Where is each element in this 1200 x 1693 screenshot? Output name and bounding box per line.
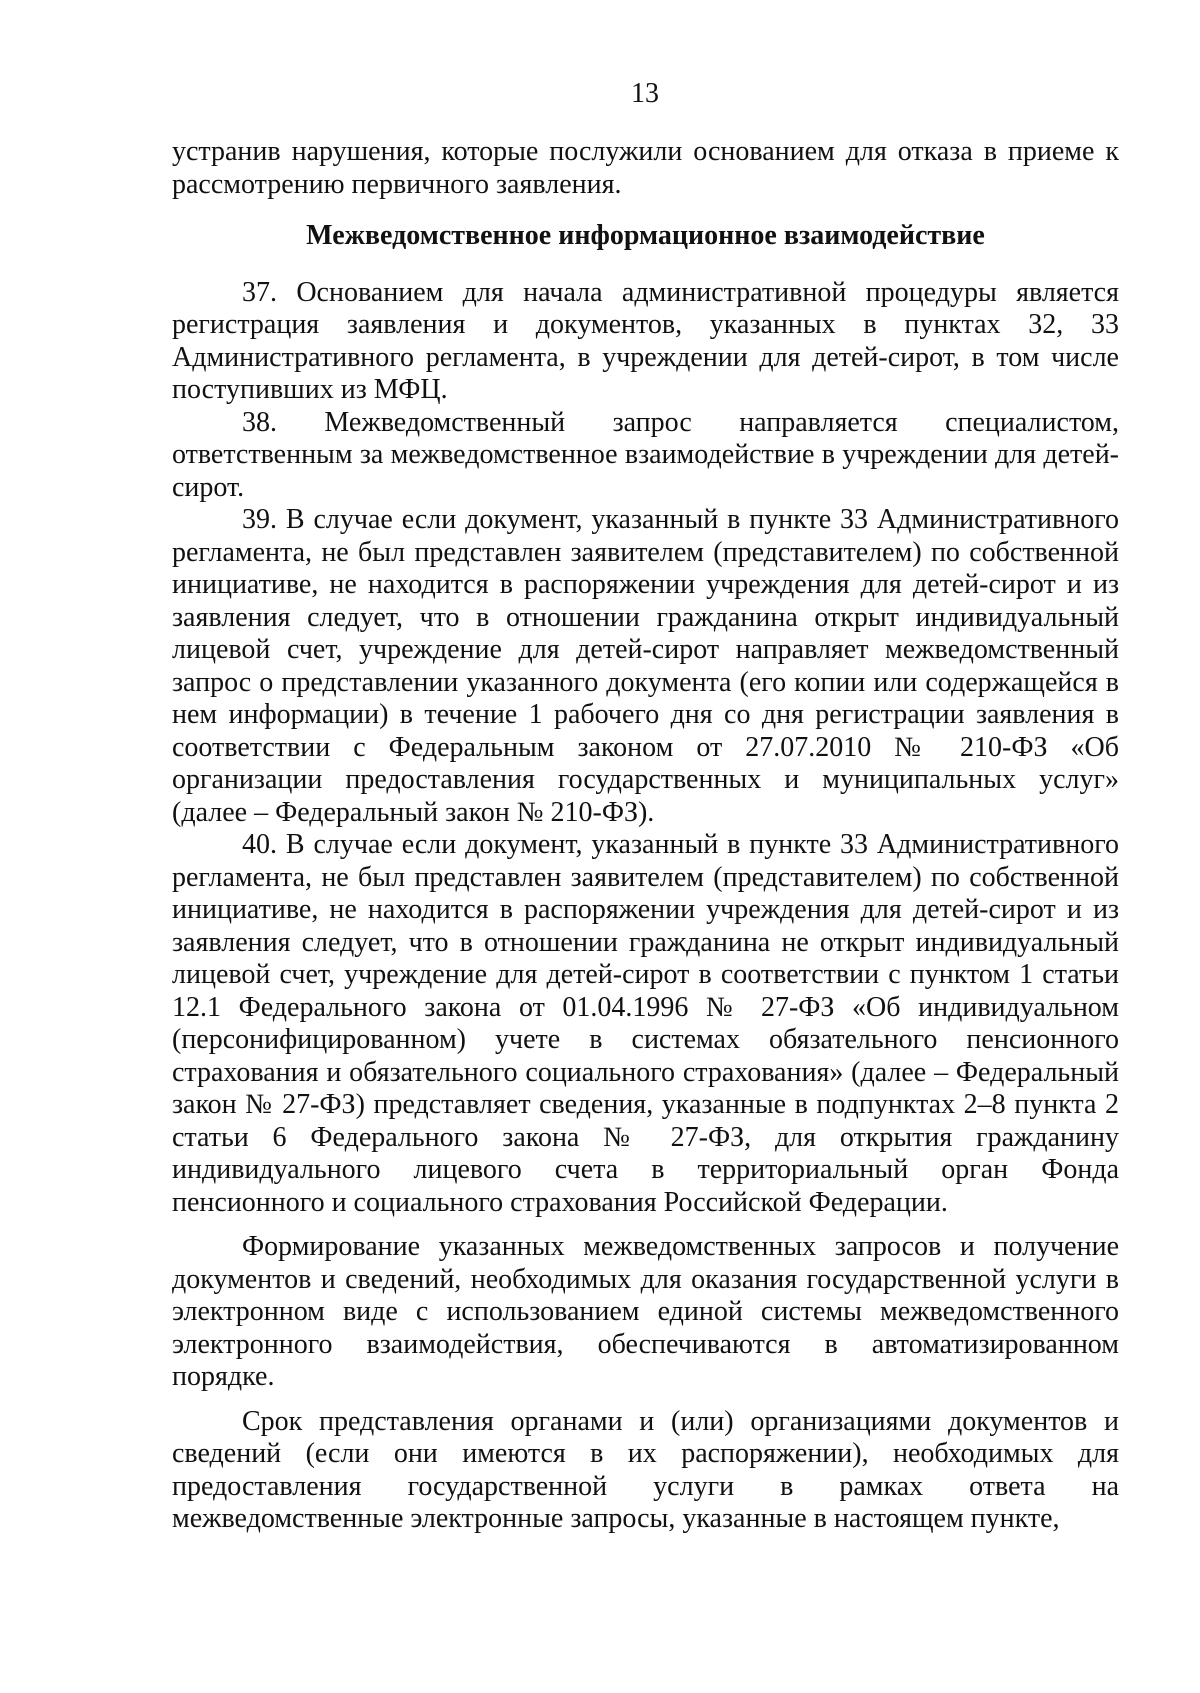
section-heading: Межведомственное информационное взаимодействие [306, 220, 985, 251]
paragraph-38: 38. Межведомственный запрос направляется специалистом, ответственным за межведомственное взаимодействие в учреждении для детей-сирот. [172, 406, 1119, 503]
paragraph-deadline: Срок представления органами и (или) организациями документов и сведений (если они имеются в их распоряжении), необходимых для предоставления государственной услуги в рамках ответа на межведомственные электронные запросы, указанные в настоящем пункте, [172, 1405, 1119, 1534]
paragraph-formation: Формирование указанных межведомственных запросов и получение документов и сведений, необходимых для оказания государственной услуги в электронном виде с использованием единой системы межведомственного электронного взаимодействия, обеспечиваются в автоматизированном порядке. [172, 1231, 1119, 1392]
paragraph-39: 39. В случае если документ, указанный в пункте 33 Административного регламента, не был представлен заявителем (представителем) по собственной инициативе, не находится в распоряжении учреждения для детей-сирот и из заявления следует, что в отношении гражданина открыт индивидуальный лицевой счет, учреждение для детей-сирот направляет межведомственный запрос о представлении указанного документа (его копии или содержащейся в нем информации) в течение 1 рабочего дня со дня регистрации заявления в соответствии с Федеральным законом от 27.07.2010 № 210-ФЗ «Об организации предоставления государственных и муниципальных услуг» (далее – Федеральный закон № 210-ФЗ). [172, 504, 1119, 828]
page-number: 13 [631, 78, 659, 109]
document-body [172, 136, 1119, 1536]
intro-paragraph: устранив нарушения, которые послужили основанием для отказа в приеме к рассмотрению первичного заявления. [172, 136, 1119, 200]
paragraph-37: 37. Основанием для начала административной процедуры является регистрация заявления и документов, указанных в пунктах 32, 33 Административного регламента, в учреждении для детей-сирот, в том числе поступивших из МФЦ. [172, 276, 1119, 405]
paragraph-40: 40. В случае если документ, указанный в пункте 33 Административного регламента, не был представлен заявителем (представителем) по собственной инициативе, не находится в распоряжении учреждения для детей-сирот и из заявления следует, что в отношении гражданина не открыт индивидуальный лицевой счет, учреждение для детей-сирот в соответствии с пунктом 1 статьи 12.1 Федерального закона от 01.04.1996 № 27-ФЗ «Об индивидуальном (персонифицированном) учете в системах обязательного пенсионного страхования и обязательного социального страхования» (далее – Федеральный закон № 27-ФЗ) представляет сведения, указанные в подпунктах 2–8 пункта 2 статьи 6 Федерального закона № 27-ФЗ, для открытия гражданину индивидуального лицевого счета в территориальный орган Фонда пенсионного и социального страхования Российской Федерации. [172, 829, 1119, 1218]
